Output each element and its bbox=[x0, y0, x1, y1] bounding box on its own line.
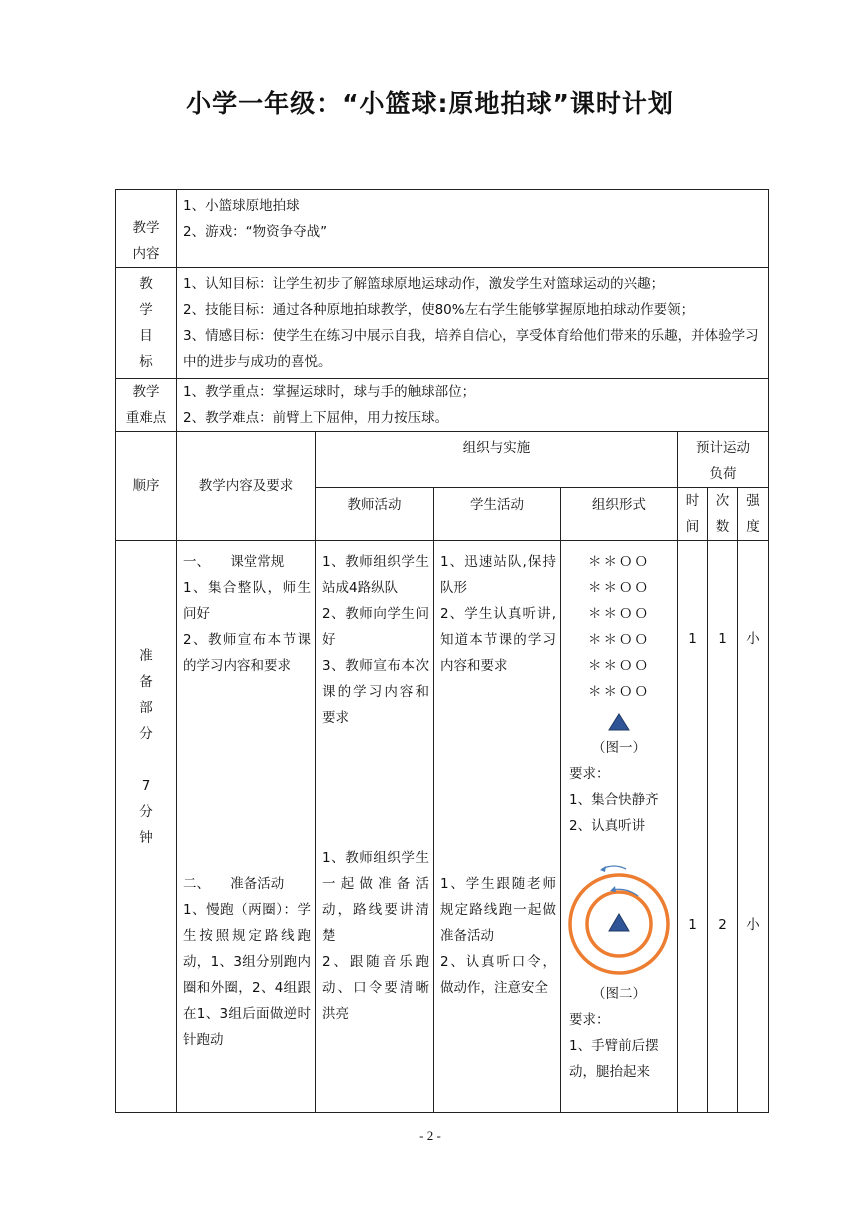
prep-label-char: 分 bbox=[139, 804, 153, 820]
goals-label-char: 学 bbox=[139, 302, 153, 318]
header-time bbox=[678, 488, 708, 541]
content-label-line: 教学 bbox=[132, 220, 160, 236]
prep-label-char: 备 bbox=[139, 674, 153, 690]
page-title: 小学一年级：“小篮球:原地拍球”课时计划 bbox=[186, 89, 674, 118]
header-load-line: 负荷 bbox=[709, 466, 737, 482]
requirements-title: 要求： bbox=[569, 1012, 610, 1028]
formation-row: ＊＊ＯＯ bbox=[588, 606, 650, 622]
content-label-line: 内容 bbox=[132, 246, 160, 262]
header-load-line: 预计运动 bbox=[696, 440, 750, 456]
header-load bbox=[678, 432, 769, 488]
content-item: 2、游戏：“物资争夺战” bbox=[183, 224, 328, 240]
key-point-item: 1、教学重点：掌握运球时，球与手的触球部位； bbox=[183, 384, 476, 400]
prep-part1-content bbox=[177, 541, 315, 679]
header-count bbox=[708, 488, 738, 541]
time-value: 1 bbox=[688, 631, 697, 647]
prep-label-char: 分 bbox=[139, 726, 153, 742]
goal-item: 1、认知目标：让学生初步了解篮球原地运球动作，激发学生对篮球运动的兴趣； bbox=[183, 276, 665, 292]
prep-part1-teacher bbox=[316, 541, 433, 731]
prep-part2-content bbox=[177, 863, 315, 1053]
content-line: 2、教师宣布本节课的学习内容和要求 bbox=[183, 632, 311, 674]
student-line: 2、认真听口令，做动作，注意安全 bbox=[440, 954, 556, 996]
requirement-item: 2、认真听讲 bbox=[569, 818, 646, 834]
intensity-value: 小 bbox=[746, 631, 760, 647]
prep-row bbox=[116, 541, 769, 1113]
content-line: 二、 准备活动 bbox=[183, 876, 285, 892]
requirement-item: 1、手臂前后摆动，腿抬起来 bbox=[569, 1038, 659, 1080]
student-line: 2、学生认真听讲,知道本节课的学习内容和要求 bbox=[440, 606, 556, 674]
content-label-cell bbox=[116, 190, 177, 268]
prep-form-cell bbox=[561, 541, 678, 1113]
spacer bbox=[177, 679, 315, 863]
prep-label-char: 钟 bbox=[139, 830, 153, 846]
goals-label-cell bbox=[116, 268, 177, 379]
goals-items-cell bbox=[177, 268, 769, 379]
formation-row: ＊＊ＯＯ bbox=[588, 580, 650, 596]
prep-section-label bbox=[116, 541, 177, 1113]
content-line: 1、集合整队，师生问好 bbox=[183, 580, 311, 622]
content-item: 1、小篮球原地拍球 bbox=[183, 198, 300, 214]
intensity-value: 小 bbox=[746, 917, 760, 933]
goal-item: 3、情感目标：使学生在练习中展示自我，培养自信心，享受体育给他们带来的乐趣，并体验学习中的进步与成功的喜悦。 bbox=[183, 328, 759, 370]
prep-count-cell bbox=[708, 541, 738, 1113]
header-row bbox=[116, 432, 769, 488]
page-number: - 2 - bbox=[419, 1128, 441, 1143]
content-items-cell bbox=[177, 190, 769, 268]
header-count-char: 次 bbox=[715, 493, 730, 509]
figure-2-label: （图二） bbox=[592, 986, 646, 1002]
prep-intensity-cell bbox=[738, 541, 769, 1113]
content-line: 1、慢跑（两圈）：学生按照规定路线跑动，1、3组分别跑内圈和外圈，2、4组跟在1、3组后面做逆时针跑动 bbox=[183, 902, 311, 1048]
goals-label-char: 目 bbox=[139, 328, 153, 344]
teacher-line: 3、教师宣布本次课的学习内容和要求 bbox=[322, 658, 429, 726]
student-line: 1、学生跟随老师规定路线跑一起做准备活动 bbox=[440, 876, 556, 944]
prep-content-cell bbox=[177, 541, 316, 1113]
key-points-row bbox=[116, 379, 769, 432]
key-points-label-line: 重难点 bbox=[125, 410, 167, 426]
header-intensity bbox=[738, 488, 769, 541]
formation-diagram bbox=[561, 541, 677, 705]
header-intensity-char: 度 bbox=[746, 519, 760, 535]
content-row bbox=[116, 190, 769, 268]
teacher-line: 1、教师组织学生一起做准备活动，路线要讲清楚 bbox=[322, 850, 429, 944]
prep-label-char: 7 bbox=[141, 778, 151, 794]
header-teacher: 教师活动 bbox=[316, 488, 434, 541]
goals-label-char: 标 bbox=[139, 354, 153, 370]
goals-label-char: 教 bbox=[139, 276, 153, 292]
key-point-item: 2、教学难点：前臂上下屈伸，用力按压球。 bbox=[183, 410, 449, 426]
teacher-line: 2、教师向学生问好 bbox=[322, 606, 429, 648]
header-order: 顺序 bbox=[116, 432, 177, 541]
teacher-line: 1、教师组织学生站成4路纵队 bbox=[322, 554, 429, 596]
header-time-char: 间 bbox=[685, 519, 700, 535]
prep-part1-student bbox=[434, 541, 560, 679]
prep-label-char: 准 bbox=[139, 648, 153, 664]
part1-requirements bbox=[561, 761, 677, 839]
content-line: 一、 课堂常规 bbox=[183, 554, 285, 570]
header-intensity-char: 强 bbox=[746, 493, 760, 509]
time-value: 1 bbox=[688, 917, 697, 933]
prep-part2-student bbox=[434, 863, 560, 1001]
header-organization: 组织与实施 bbox=[316, 432, 678, 488]
key-points-label-cell bbox=[116, 379, 177, 432]
header-content-requirements: 教学内容及要求 bbox=[177, 432, 316, 541]
count-value: 2 bbox=[718, 917, 727, 933]
header-student: 学生活动 bbox=[434, 488, 561, 541]
key-points-items-cell bbox=[177, 379, 769, 432]
spacer bbox=[316, 731, 433, 837]
requirements-title: 要求： bbox=[569, 766, 610, 782]
student-line: 1、迅速站队,保持队形 bbox=[440, 554, 556, 596]
header-count-char: 数 bbox=[715, 519, 730, 535]
prep-label-char: 部 bbox=[139, 700, 153, 716]
key-points-label-line: 教学 bbox=[132, 384, 160, 400]
formation-row: ＊＊ＯＯ bbox=[588, 684, 650, 700]
prep-part2-teacher bbox=[316, 837, 433, 1027]
formation-row: ＊＊ＯＯ bbox=[588, 632, 650, 648]
teacher-line: 2、跟随音乐跑动、口令要清晰洪亮 bbox=[322, 954, 429, 1022]
goal-item: 2、技能目标：通过各种原地拍球教学，使80%左右学生能够掌握原地拍球动作要领； bbox=[183, 302, 695, 318]
requirement-item: 1、集合快静齐 bbox=[569, 792, 659, 808]
teacher-triangle-icon bbox=[608, 713, 630, 731]
header-form: 组织形式 bbox=[561, 488, 678, 541]
spacer bbox=[434, 679, 560, 863]
prep-label-gap bbox=[116, 747, 176, 773]
figure-1-label: （图一） bbox=[592, 740, 646, 756]
formation-row: ＊＊ＯＯ bbox=[588, 554, 650, 570]
part2-requirements bbox=[561, 1007, 677, 1085]
goals-row bbox=[116, 268, 769, 379]
lesson-plan-table bbox=[115, 189, 769, 1113]
spacer bbox=[561, 839, 677, 861]
prep-student-cell bbox=[434, 541, 561, 1113]
header-time-char: 时 bbox=[685, 493, 700, 509]
count-value: 1 bbox=[718, 631, 727, 647]
formation-row: ＊＊ＯＯ bbox=[588, 658, 650, 674]
prep-teacher-cell bbox=[316, 541, 434, 1113]
running-track-diagram bbox=[564, 861, 674, 981]
prep-time-cell bbox=[678, 541, 708, 1113]
